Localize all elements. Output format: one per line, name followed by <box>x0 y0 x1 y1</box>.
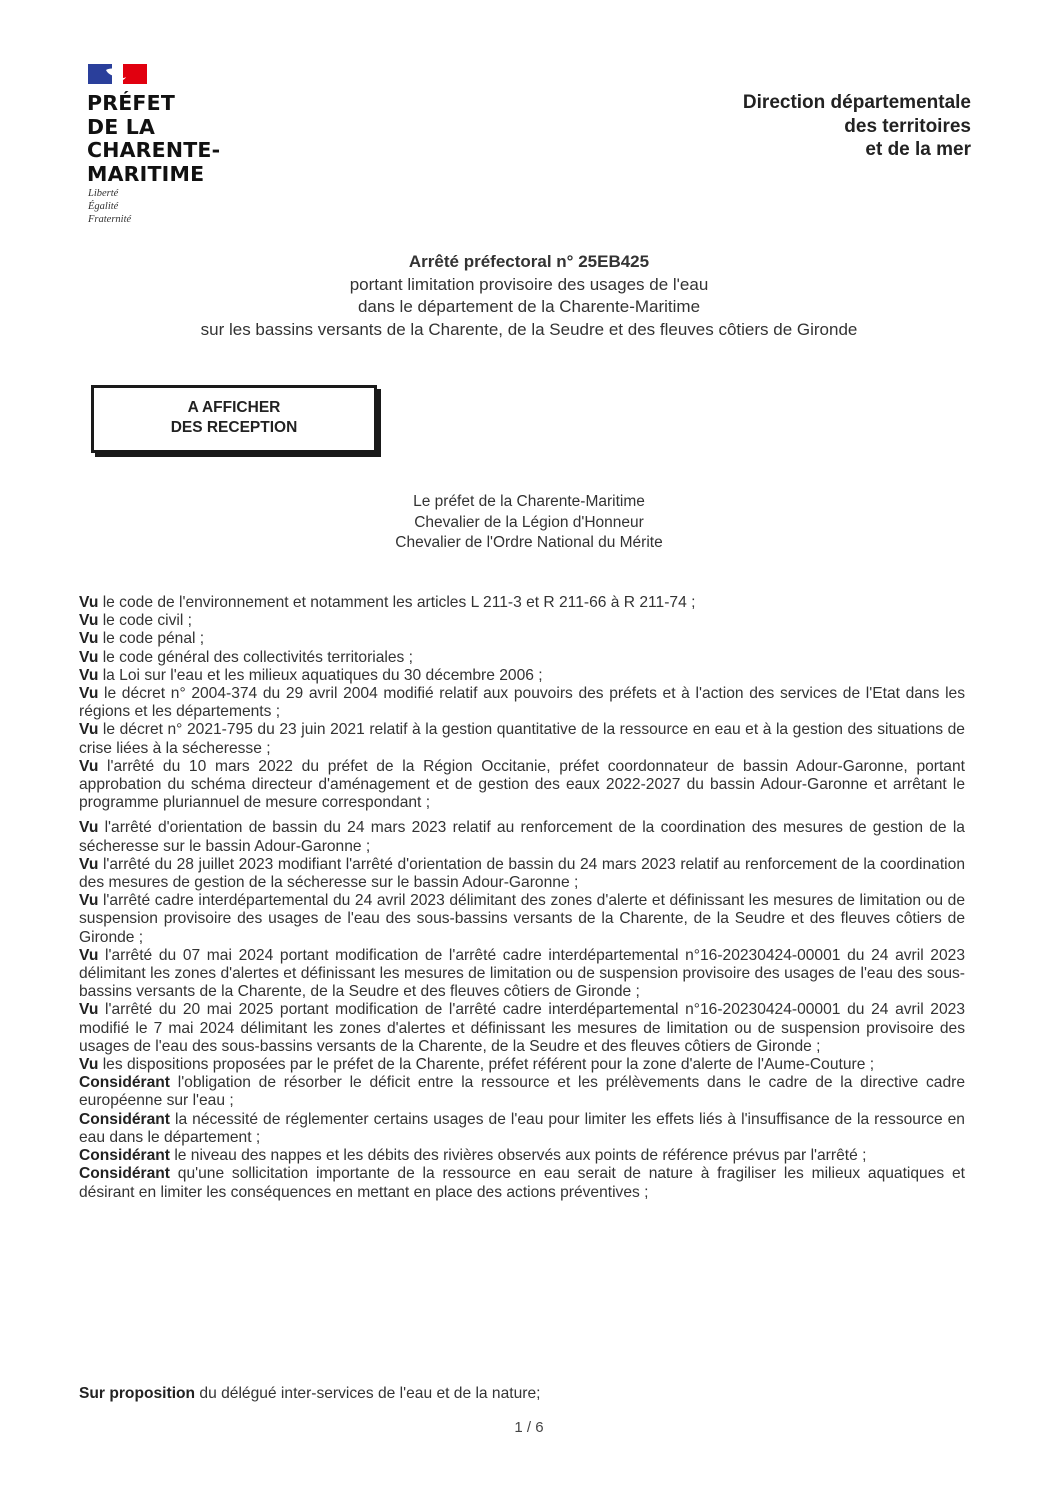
visas-list <box>79 594 965 1202</box>
visa-lead: Vu <box>79 630 99 648</box>
visa-lead: Vu <box>79 892 99 910</box>
visa-paragraph <box>79 594 965 612</box>
visa-paragraph <box>79 758 965 813</box>
prefect-title-line: Chevalier de la Légion d'Honneur <box>414 513 644 531</box>
visa-text: le décret n° 2004-374 du 29 avril 2004 modifié relatif aux pouvoirs des préfets et à l'action des services de l'Etat dans les régions et les départements ; <box>79 685 966 721</box>
visa-lead: Vu <box>79 1001 99 1019</box>
proposal-line <box>79 1384 540 1403</box>
prefecture-name-line: PRÉFET <box>87 91 176 115</box>
display-notice-line: DES RECEPTION <box>170 419 298 436</box>
visa-text: l'arrêté d'orientation de bassin du 24 mars 2023 relatif au renforcement de la coordination des mesures de gestion de la sécheresse sur le bassin Adour-Garonne ; <box>79 819 965 855</box>
visa-lead: Considérant <box>79 1165 170 1183</box>
visa-lead: Considérant <box>79 1074 170 1092</box>
motto-egalite: Égalité <box>88 201 119 212</box>
visa-text: qu'une sollicitation importante de la ressource en eau serait de nature à fragiliser les milieux aquatiques et désirant en limiter les conséquences en mettant en place des actions préventives ; <box>79 1165 965 1201</box>
visa-lead: Vu <box>79 612 99 630</box>
visa-lead: Vu <box>79 946 99 964</box>
prefect-title-line: Chevalier de l'Ordre National du Mérite <box>395 534 663 551</box>
visa-text: le décret n° 2021-795 du 23 juin 2021 relatif à la gestion quantitative de la ressource en eau et à la gestion des situations de crise liées à la sécheresse ; <box>79 721 965 757</box>
visa-lead: Vu <box>79 855 99 873</box>
visa-paragraph <box>79 685 965 721</box>
page-number: 1 / 6 <box>514 1419 544 1436</box>
visa-text: l'arrêté du 10 mars 2022 du préfet de la Région Occitanie, préfet coordonnateur de bassin Adour-Garonne, portant approbation du schéma directeur d'aménagement et de gestion des eaux 2022-2027 du bassin Adour-Garonne et arrêtant le programme pluriannuel de mesure correspondant ; <box>79 757 965 812</box>
prefecture-name-line: MARITIME <box>87 161 205 186</box>
display-notice-line: A AFFICHER <box>187 399 281 416</box>
visa-text: l'arrêté cadre interdépartemental du 24 avril 2023 délimitant des zones d'alerte et définissant les mesures de limitation ou de suspension provisoire des usages de l'eau des sous-bassins versants de la Charente, de la Seudre et des fleuves côtiers de Gironde ; <box>79 892 965 946</box>
prefecture-name <box>87 92 220 186</box>
direction-line: Direction départementale <box>742 92 971 113</box>
proposal-lead: Sur proposition <box>79 1385 196 1402</box>
visa-text: le niveau des nappes et les débits des rivières observés aux points de référence prévus par l'arrêté ; <box>174 1147 867 1165</box>
prefect-title-line: Le préfet de la Charente-Maritime <box>413 493 645 510</box>
visa-paragraph <box>79 721 965 757</box>
visa-lead: Vu <box>79 648 99 666</box>
visa-paragraph <box>79 667 965 685</box>
visa-lead: Vu <box>79 721 99 739</box>
visa-text: le code général des collectivités territoriales ; <box>102 648 413 666</box>
visa-paragraph <box>79 1165 965 1201</box>
display-notice-box <box>91 385 377 453</box>
visa-text: la Loi sur l'eau et les milieux aquatiques du 30 décembre 2006 ; <box>102 666 543 684</box>
prefecture-name-line: CHARENTE- <box>87 138 221 162</box>
direction-line: des territoires <box>844 115 971 137</box>
visa-lead: Considérant <box>79 1147 170 1165</box>
visa-lead: Vu <box>79 1056 99 1074</box>
visa-paragraph <box>79 1056 965 1074</box>
visa-paragraph <box>79 1074 965 1110</box>
visa-paragraph <box>79 856 965 892</box>
visa-lead: Vu <box>79 685 99 703</box>
visa-text: les dispositions proposées par le préfet de la Charente, préfet référent pour la zone d'alerte de l'Aume-Couture ; <box>102 1056 875 1074</box>
visa-paragraph <box>79 1147 965 1165</box>
decree-number: Arrêté préfectoral n° 25EB425 <box>408 252 650 271</box>
visa-text: le code de l'environnement et notamment les articles L 211-3 et R 211-66 à R 211-74 ; <box>102 594 696 611</box>
visa-lead: Considérant <box>79 1110 170 1128</box>
visa-paragraph <box>79 1001 965 1056</box>
visa-text: l'arrêté du 07 mai 2024 portant modification de l'arrêté cadre interdépartemental n°16-20230424-00001 du 24 avril 2023 délimitant les zones d'alertes et définissant les mesures de limitation ou de suspension provisoire des usages de l'eau des sous-bassins versants de la Charente, de la Seudre et des fleuves côtiers de Gironde ; <box>79 946 965 1001</box>
visa-paragraph <box>79 630 965 648</box>
marianne-flag-logo <box>88 64 147 84</box>
visa-lead: Vu <box>79 757 99 775</box>
decree-subtitle-line: portant limitation provisoire des usages de l'eau <box>349 274 709 294</box>
visa-lead: Vu <box>79 666 99 684</box>
visa-text: le code pénal ; <box>102 630 205 648</box>
issuing-direction <box>743 91 971 162</box>
decree-subtitle-line: sur les bassins versants de la Charente, de la Seudre et des fleuves côtiers de Gironde <box>200 319 858 339</box>
visa-paragraph <box>79 947 965 1002</box>
visa-lead: Vu <box>79 594 99 611</box>
visa-lead: Vu <box>79 819 99 837</box>
visa-text: l'arrêté du 20 mai 2025 portant modification de l'arrêté cadre interdépartemental n°16-20230424-00001 du 24 avril 2023 modifié le 7 mai 2024 délimitant les zones d'alertes et définissant les mesures de limitation ou de suspension provisoire des usages de l'eau des sous-bassins versants de la Charente, de la Seudre et des fleuves côtiers de Gironde ; <box>79 1001 965 1055</box>
decree-subtitle-line: dans le département de la Charente-Maritime <box>357 297 701 316</box>
visa-text: l'obligation de résorber le déficit entre la ressource et les prélèvements dans le cadre de la directive cadre européenne sur l'eau ; <box>79 1074 965 1110</box>
visa-text: la nécessité de réglementer certains usages de l'eau pour limiter les effets liés à l'insuffisance de la ressource en eau dans le département ; <box>79 1110 965 1146</box>
visa-paragraph <box>79 819 965 855</box>
direction-line: et de la mer <box>865 139 971 160</box>
prefect-titles <box>0 492 1058 554</box>
visa-paragraph <box>79 612 965 630</box>
visa-text: l'arrêté du 28 juillet 2023 modifiant l'arrêté d'orientation de bassin du 24 mars 2023 relatif au renforcement de la coordination des mesures de gestion de la sécheresse sur le bassin Adour-Garonne ; <box>79 855 965 892</box>
prefecture-name-line: DE LA <box>87 114 156 139</box>
visa-paragraph <box>79 892 965 947</box>
visa-paragraph <box>79 649 965 667</box>
decree-title <box>0 251 1058 341</box>
republic-motto <box>88 187 131 226</box>
proposal-text: du délégué inter-services de l'eau et de la nature; <box>199 1385 541 1402</box>
motto-fraternite: Fraternité <box>88 214 132 225</box>
visa-text: le code civil ; <box>102 612 192 630</box>
visa-paragraph <box>79 1111 965 1147</box>
motto-liberte: Liberté <box>88 188 119 199</box>
